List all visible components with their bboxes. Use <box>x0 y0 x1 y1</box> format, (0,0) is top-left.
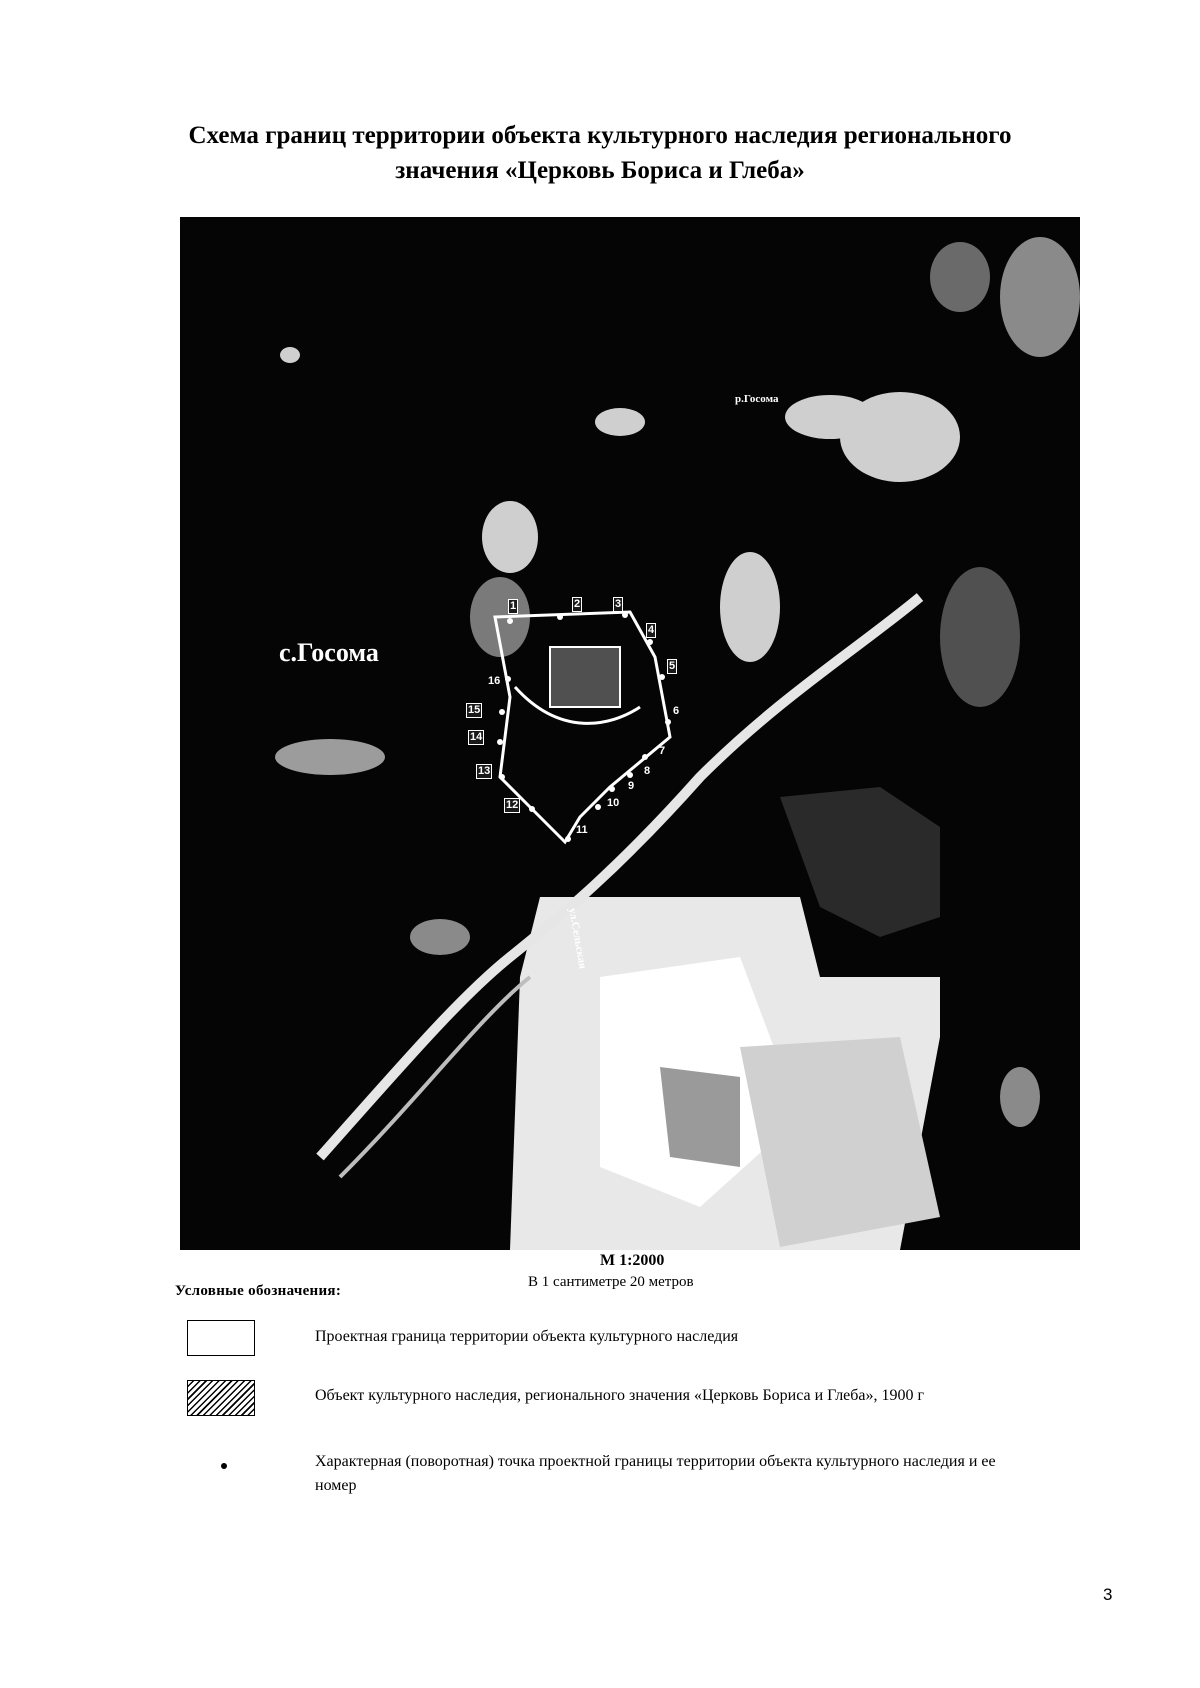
boundary-point-label: 10 <box>607 797 620 809</box>
boundary-symbol-icon <box>187 1320 255 1356</box>
scale-ratio: М 1:2000 <box>600 1252 665 1269</box>
scale-description: В 1 сантиметре 20 метров <box>528 1274 694 1290</box>
satellite-map <box>180 217 1080 1250</box>
boundary-point-label: 14 <box>470 731 483 743</box>
church-object <box>550 647 620 707</box>
boundary-point-label: 5 <box>669 660 676 672</box>
boundary-point-label: 7 <box>659 745 666 757</box>
point-dot-icon <box>221 1463 227 1469</box>
boundary-point-label: 12 <box>506 799 519 811</box>
boundary-point-label: 1 <box>510 600 517 612</box>
boundary-point-label: 4 <box>648 624 655 636</box>
legend-title: Условные обозначения: <box>175 1283 342 1299</box>
boundary-point-label: 13 <box>478 765 491 777</box>
boundary-point-label: 9 <box>628 780 635 792</box>
village-label: с.Госома <box>279 638 379 667</box>
boundary-point-label: 11 <box>576 824 588 836</box>
boundary-point-label: 16 <box>488 675 501 687</box>
page-number: 3 <box>1103 1585 1113 1604</box>
hatched-object-icon <box>187 1380 255 1416</box>
boundary-point-label: 6 <box>673 705 680 717</box>
legend-item-boundary: Проектная граница территории объекта культурного наследия <box>315 1328 739 1345</box>
boundary-point-label: 15 <box>468 704 481 716</box>
legend-item-point: Характерная (поворотная) точка проектной границы территории объекта культурного наследия и ее номер <box>315 1453 996 1494</box>
legend-item-object: Объект культурного наследия, регионального значения «Церковь Бориса и Глеба», 1900 г <box>315 1387 925 1404</box>
street-label: ул.Сельская <box>566 907 589 970</box>
boundary-point-label: 2 <box>574 598 581 610</box>
map-image <box>180 217 1080 1250</box>
title-line-2: значения «Церковь Бориса и Глеба» <box>395 157 805 184</box>
boundary-point-label: 3 <box>615 598 622 610</box>
boundary-point-label: 8 <box>644 765 651 777</box>
page-title <box>150 118 1050 188</box>
title-line-1: Схема границ территории объекта культурного наследия регионального <box>188 122 1012 149</box>
river-label: р.Госома <box>735 393 779 405</box>
